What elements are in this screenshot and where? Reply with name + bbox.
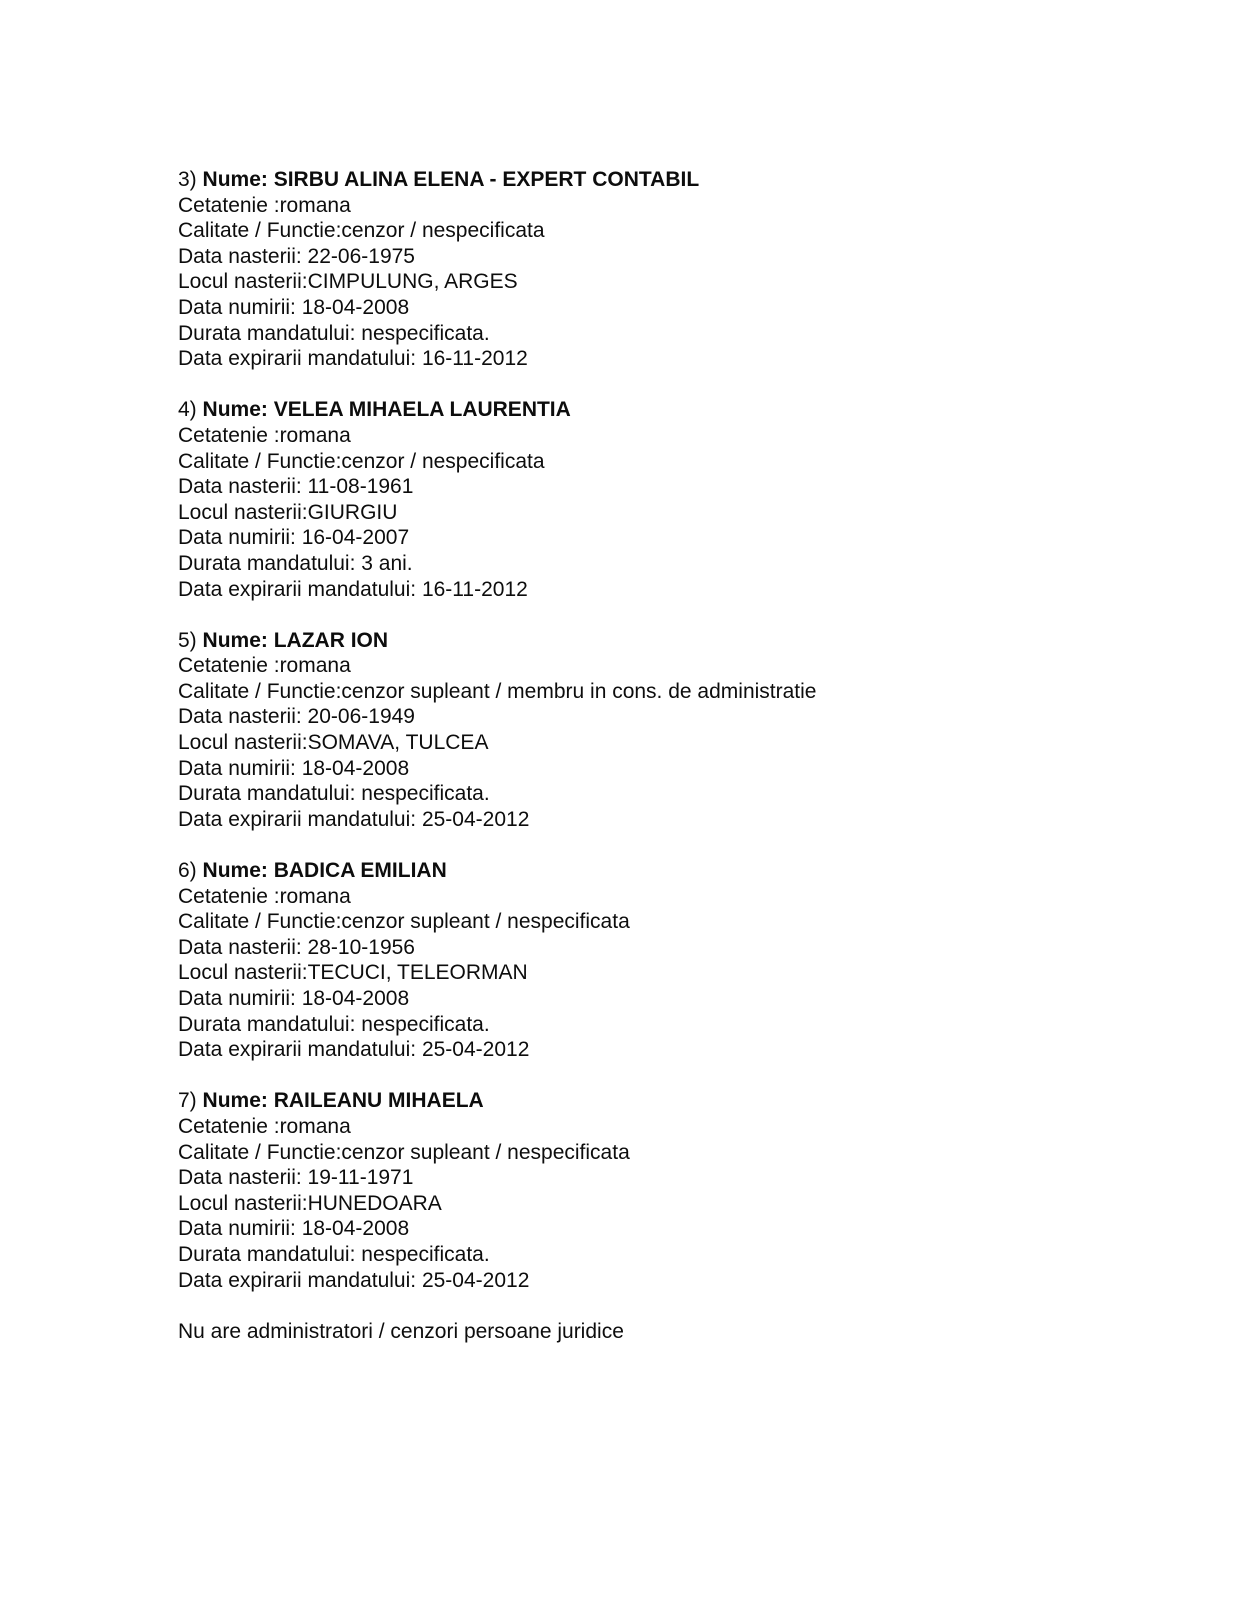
entry-heading (178, 1088, 1186, 1114)
entry-birth-date: Data nasterii: 22-06-1975 (178, 244, 415, 268)
entry-citizenship: Cetatenie :romana (178, 654, 351, 678)
entry-mandate-expiry: Data expirarii mandatului: 16-11-2012 (178, 577, 528, 601)
entry-birth-date: Data nasterii: 11-08-1961 (178, 475, 414, 499)
entry-appointment-date: Data numirii: 16-04-2007 (178, 526, 410, 550)
entry-mandate-expiry: Data expirarii mandatului: 25-04-2012 (178, 807, 530, 831)
entry-role: Calitate / Functie:cenzor / nespecificata (178, 219, 545, 243)
entry-mandate-expiry: Data expirarii mandatului: 25-04-2012 (178, 1038, 530, 1062)
person-entry-5 (178, 628, 1186, 833)
entry-heading (178, 167, 1186, 193)
entry-name: Nume: RAILEANU MIHAELA (202, 1089, 484, 1113)
no-legal-entity-admins-note: Nu are administratori / cenzori persoane juridice (178, 1319, 624, 1343)
entry-birth-date: Data nasterii: 20-06-1949 (178, 705, 415, 729)
entry-citizenship: Cetatenie :romana (178, 1114, 351, 1138)
entry-appointment-date: Data numirii: 18-04-2008 (178, 756, 410, 780)
entry-birth-place: Locul nasterii:GIURGIU (178, 500, 398, 524)
entry-citizenship: Cetatenie :romana (178, 423, 351, 447)
entry-number: 5) (178, 628, 197, 652)
entry-name: Nume: LAZAR ION (202, 628, 389, 652)
entry-birth-place: Locul nasterii:HUNEDOARA (178, 1191, 442, 1215)
entry-mandate-expiry: Data expirarii mandatului: 25-04-2012 (178, 1268, 530, 1292)
entry-number: 7) (178, 1089, 197, 1113)
entry-name: Nume: BADICA EMILIAN (202, 859, 447, 883)
entry-appointment-date: Data numirii: 18-04-2008 (178, 1217, 410, 1241)
entry-birth-place: Locul nasterii:SOMAVA, TULCEA (178, 731, 489, 755)
entry-number: 3) (178, 168, 197, 191)
entry-appointment-date: Data numirii: 18-04-2008 (178, 987, 410, 1010)
entry-role: Calitate / Functie:cenzor supleant / membru in cons. de administratie (178, 679, 817, 703)
entry-birth-date: Data nasterii: 19-11-1971 (178, 1166, 414, 1190)
entry-number: 4) (178, 398, 197, 422)
entry-role: Calitate / Functie:cenzor supleant / nespecificata (178, 1140, 630, 1164)
entry-mandate-duration: Durata mandatului: nespecificata. (178, 1012, 490, 1036)
entry-heading (178, 628, 1186, 654)
entry-mandate-duration: Durata mandatului: 3 ani. (178, 551, 413, 575)
entry-citizenship: Cetatenie :romana (178, 884, 351, 908)
entry-role: Calitate / Functie:cenzor supleant / nespecificata (178, 910, 630, 934)
entry-citizenship: Cetatenie :romana (178, 193, 351, 217)
person-entry-3 (178, 167, 1186, 372)
entry-name: Nume: SIRBU ALINA ELENA - EXPERT CONTABIL (202, 168, 700, 191)
person-entry-7 (178, 1088, 1186, 1293)
person-entry-6 (178, 858, 1186, 1063)
entry-heading (178, 858, 1186, 884)
entry-birth-date: Data nasterii: 28-10-1956 (178, 935, 415, 959)
entry-role: Calitate / Functie:cenzor / nespecificata (178, 449, 545, 473)
person-entry-4 (178, 397, 1186, 602)
entry-heading (178, 397, 1186, 423)
entry-name: Nume: VELEA MIHAELA LAURENTIA (202, 398, 571, 422)
entry-birth-place: Locul nasterii:TECUCI, TELEORMAN (178, 961, 528, 985)
entry-appointment-date: Data numirii: 18-04-2008 (178, 295, 410, 319)
entry-mandate-expiry: Data expirarii mandatului: 16-11-2012 (178, 347, 528, 371)
entry-mandate-duration: Durata mandatului: nespecificata. (178, 1242, 490, 1266)
entry-birth-place: Locul nasterii:CIMPULUNG, ARGES (178, 270, 518, 294)
entry-mandate-duration: Durata mandatului: nespecificata. (178, 782, 490, 806)
entry-mandate-duration: Durata mandatului: nespecificata. (178, 321, 490, 345)
entry-number: 6) (178, 859, 197, 883)
